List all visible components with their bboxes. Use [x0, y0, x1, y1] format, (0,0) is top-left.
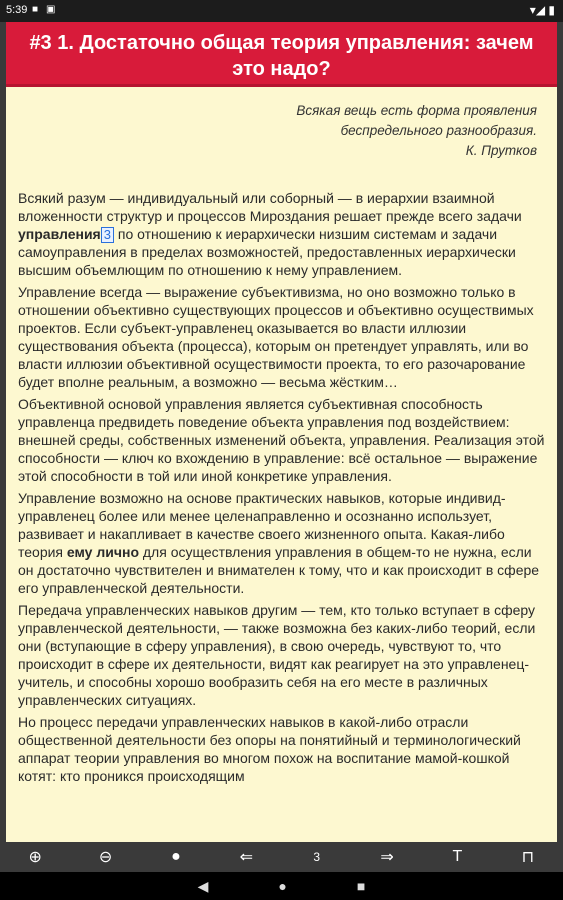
reader-page[interactable] — [6, 22, 557, 842]
bold-term: ему лично — [66, 544, 139, 560]
reader-toolbar — [0, 842, 563, 872]
zoom-in-icon[interactable]: ⊕ — [28, 849, 42, 866]
system-nav-bar — [0, 872, 563, 900]
zoom-out-icon[interactable]: ⊖ — [98, 849, 113, 866]
paragraph: Всякий разум — индивидуальный или соборный — в иерархии взаимной вложенности структур и процессов Мироздания решает прежде всего задачи управления 3 по отношению к иерархически низшим системам и задачи самоуправления в пределах возможностей, предоставленных иерархически высшим объемлющим по отношению к нему управлением. — [18, 190, 522, 278]
text-settings-icon[interactable]: T — [452, 848, 463, 865]
next-page-icon[interactable]: ⇒ — [380, 849, 394, 866]
epigraph — [18, 101, 537, 161]
previous-page-icon[interactable]: ⇐ — [239, 849, 254, 866]
bookmark-icon[interactable]: ⊓ — [521, 849, 535, 866]
status-notification-icon: ■ — [32, 4, 39, 15]
paragraph: Управление всегда — выражение субъективизма, но оно возможно только в отношении объективно существующих процессов и объективно осуществимых проектов. Если субъект-управленец оказывается во власти иллюзии существования объекта (процесса), которым он претендует управлять, или во власти иллюзии объективной осуществимости проекта, то его разочарование будет вполне реальным, а возможно — весьма жёстким… — [18, 284, 534, 390]
paragraph: Передача управленческих навыков другим — тем, кто только вступает в сферу управленческой деятельности, — также возможна без каких-либо теорий, если они (вступающие в сферу управления), в свою очередь, чувствуют то, что происходит в сфере их деятельности, видят как реагирует на это управленец-учитель, и способны хорошо вообразить себя на его месте в различных управленческих ситуациях. — [18, 602, 536, 708]
night-mode-icon[interactable]: ● — [171, 848, 181, 865]
paragraph: Управление возможно на основе практических навыков, которые индивид-управленец более или менее целенаправленно и осознанно использует, развивает и накапливает в качестве своего жизненного опыта. Какая-либо теория ему лично для осуществления управления в общем-то не нужна, если он достаточно чувствителен и внимателен к тому, что и как происходит в сфере его управленческой деятельности. — [18, 490, 540, 596]
bold-term: управления — [18, 226, 101, 242]
recents-nav-icon[interactable]: ■ — [356, 878, 366, 894]
epigraph-line: Всякая вещь есть форма проявления — [296, 103, 537, 118]
page-number[interactable]: 3 — [313, 850, 321, 864]
reader-content[interactable] — [6, 87, 557, 785]
paragraph: Объективной основой управления является субъективная способность управленца предвидеть поведение объекта управления под воздействием: внешней среды, собственных изменений объекта, управления. Реализация этой способности — ключ ко вхождению в управление: всё остальное — выражение этой способности в той или иной конкретике управления. — [18, 396, 545, 484]
back-nav-icon[interactable]: ◀ — [197, 877, 209, 894]
chapter-header — [6, 22, 557, 87]
epigraph-line: беспредельного разнообразия. — [340, 123, 537, 138]
chapter-title: #3 1. Достаточно общая теория управления: зачем это надо? — [29, 32, 534, 80]
status-bar — [0, 0, 563, 22]
status-signal-battery-icon: ▾◢ ▮ — [529, 3, 555, 17]
paragraph: Но процесс передачи управленческих навыков в какой-либо отрасли общественной деятельности без опоры на понятийный и терминологический аппарат теории управления во многом похож на воспитание мамой-кошкой котят: кто проникся происходящим — [18, 714, 521, 784]
status-app-icon: ▣ — [46, 4, 56, 15]
footnote-link[interactable]: 3 — [101, 227, 114, 243]
epigraph-author: К. Прутков — [465, 143, 537, 158]
home-nav-icon[interactable]: ● — [278, 878, 287, 894]
status-time: 5:39 — [6, 4, 28, 16]
